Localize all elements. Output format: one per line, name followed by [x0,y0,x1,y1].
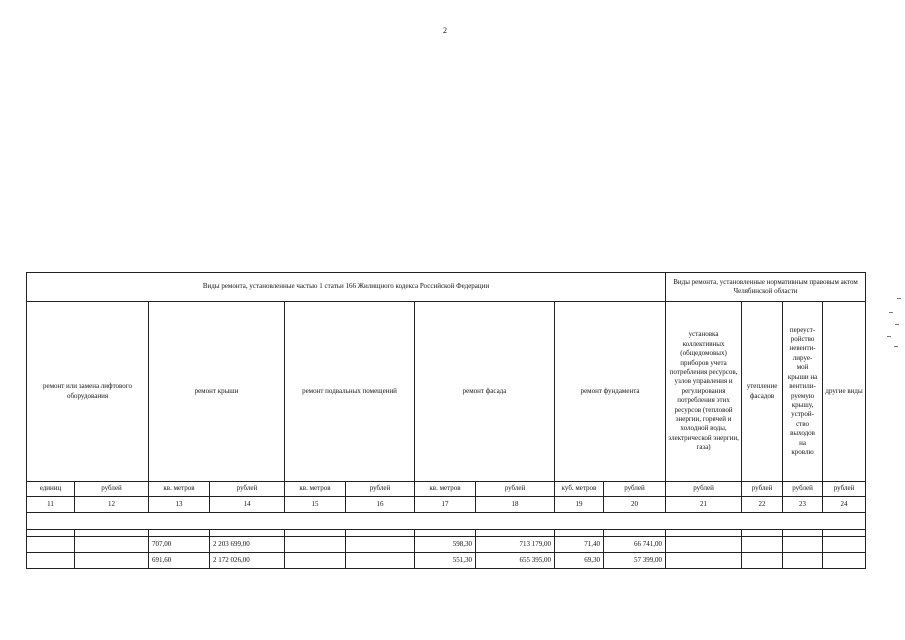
unit-cell: рублей [823,482,866,497]
unit-cell: рублей [210,482,285,497]
regional-group-header: Виды ремонта, установленные нормативным правовым актом Челябинской области [666,273,866,302]
kind-roof: ремонт крыши [149,302,285,482]
data-cell [823,537,866,553]
unit-cell: куб. метров [555,482,604,497]
federal-group-header: Виды ремонта, установленные частью 1 статьи 166 Жилищного кодекса Российской Федерации [27,273,666,302]
column-number: 20 [604,497,666,513]
column-number: 11 [27,497,75,513]
unit-cell: рублей [346,482,415,497]
kind-elevator: ремонт или замена лифтового оборудования [27,302,149,482]
gap-cell [75,530,149,537]
gap-cell [823,530,866,537]
gap-cell [415,530,476,537]
page-number: 2 [443,26,447,35]
table-row [27,553,866,569]
data-cell: 57 399,00 [604,553,666,569]
column-number: 24 [823,497,866,513]
unit-cell: кв. метров [415,482,476,497]
gap-cell [555,530,604,537]
data-cell [346,553,415,569]
data-cell [75,537,149,553]
gap-cell [783,530,823,537]
column-number: 14 [210,497,285,513]
data-cell [783,553,823,569]
column-number: 13 [149,497,210,513]
repair-types-table [26,272,866,569]
column-number: 12 [75,497,149,513]
blank-row [27,513,866,530]
data-cell: 71,40 [555,537,604,553]
gap-cell [476,530,555,537]
kind-insulation: утепление фасадов [742,302,783,482]
column-number: 23 [783,497,823,513]
scan-margin-marks [885,296,903,352]
gap-cell [149,530,210,537]
units-row [27,482,866,497]
unit-cell: рублей [476,482,555,497]
data-cell: 551,30 [415,553,476,569]
column-number: 22 [742,497,783,513]
data-cell [666,537,742,553]
kind-other: другие виды [823,302,866,482]
unit-cell: рублей [604,482,666,497]
data-cell: 713 179,00 [476,537,555,553]
gap-cell [210,530,285,537]
gap-cell [346,530,415,537]
data-cell [742,553,783,569]
data-cell: 598,30 [415,537,476,553]
unit-cell: рублей [742,482,783,497]
data-cell [27,537,75,553]
kind-facade: ремонт фасада [415,302,555,482]
data-cell [285,537,346,553]
data-cell: 66 741,00 [604,537,666,553]
unit-cell: рублей [75,482,149,497]
kind-basement: ремонт подвальных помещений [285,302,415,482]
data-cell [742,537,783,553]
gap-cell [742,530,783,537]
data-cell: 691,60 [149,553,210,569]
column-numbers-row [27,497,866,513]
column-number: 15 [285,497,346,513]
column-number: 16 [346,497,415,513]
data-cell: 69,30 [555,553,604,569]
data-cell [27,553,75,569]
table-row [27,537,866,553]
gap-cell [604,530,666,537]
gap-row [27,530,866,537]
column-number: 21 [666,497,742,513]
group-header-row [27,273,866,302]
repair-types-table-wrapper [26,272,866,569]
kind-foundation: ремонт фундамента [555,302,666,482]
data-cell: 655 395,00 [476,553,555,569]
data-cell [75,553,149,569]
kind-meters: установка коллективных (общедомовых) приборов учета потребления ресурсов, узлов управления и регулирования потребления этих ресурсов (тепловой энергии, горячей и холодной воды, электрической энергии, газа) [666,302,742,482]
repair-kind-row [27,302,866,482]
data-cell: 2 172 026,00 [210,553,285,569]
gap-cell [27,530,75,537]
data-cell: 2 203 699,00 [210,537,285,553]
unit-cell: рублей [783,482,823,497]
column-number: 18 [476,497,555,513]
data-cell [346,537,415,553]
data-cell [285,553,346,569]
unit-cell: рублей [666,482,742,497]
column-number: 17 [415,497,476,513]
column-number: 19 [555,497,604,513]
kind-roof-conversion: переуст- ройство невенти- лируе- мой крыши на вентили- руемую крышу, устрой- ство выходов на кровлю [783,302,823,482]
data-cell: 707,00 [149,537,210,553]
unit-cell: кв. метров [149,482,210,497]
data-cell [666,553,742,569]
data-cell [823,553,866,569]
unit-cell: единиц [27,482,75,497]
gap-cell [666,530,742,537]
gap-cell [285,530,346,537]
blank-cell [27,513,866,530]
unit-cell: кв. метров [285,482,346,497]
data-cell [783,537,823,553]
